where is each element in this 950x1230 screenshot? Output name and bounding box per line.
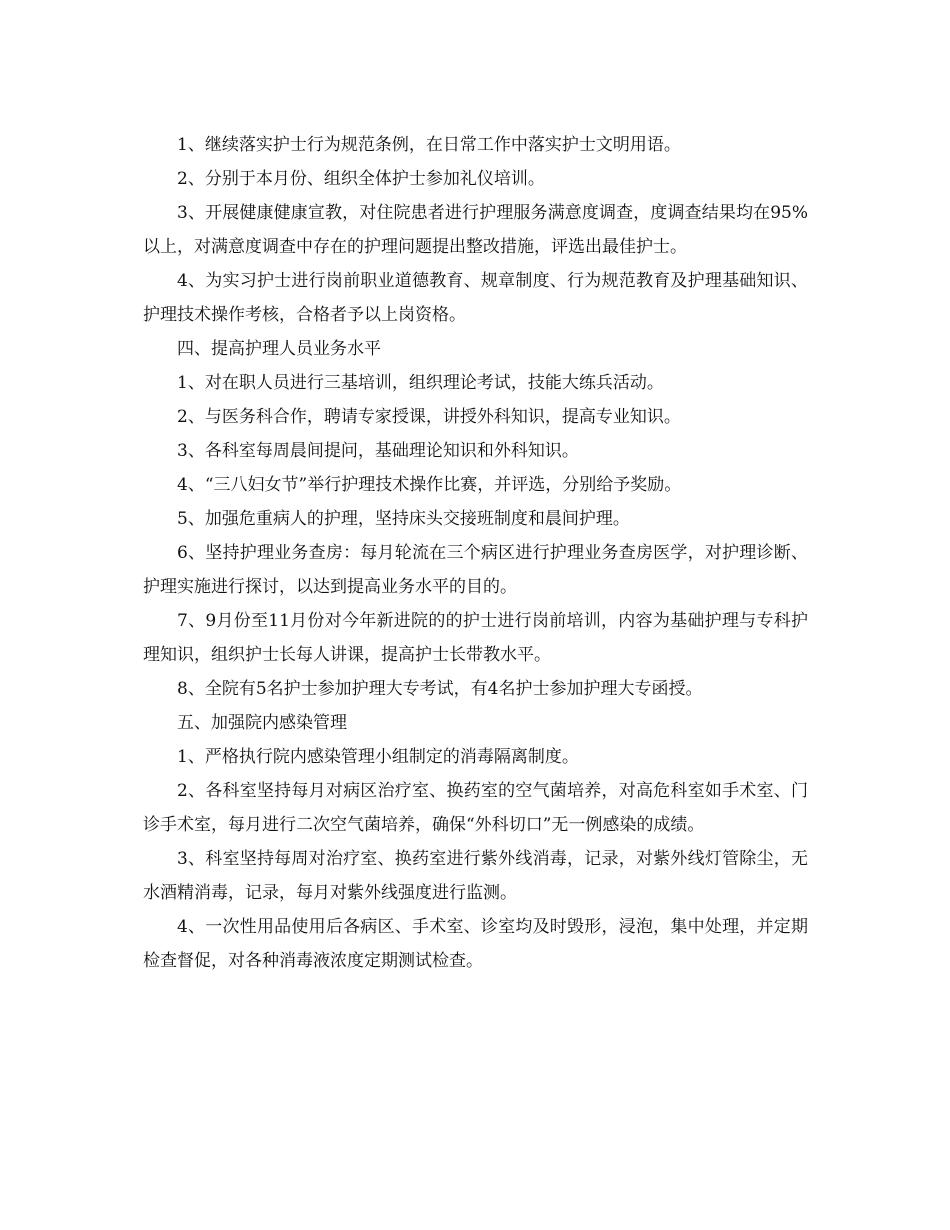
paragraph: 1、严格执行院内感染管理小组制定的消毒隔离制度。: [177, 747, 579, 767]
paragraph: 1、继续落实护士行为规范条例，在日常工作中落实护士文明用语。: [177, 135, 681, 155]
paragraph: 5、加强危重病人的护理，坚持床头交接班制度和晨间护理。: [177, 509, 630, 529]
paragraph: 4、“三八妇女节”举行护理技术操作比赛，并评选，分别给予奖励。: [177, 475, 682, 495]
paragraph: 2、分别于本月份、组织全体护士参加礼仪培训。: [177, 169, 545, 189]
paragraph: 6、坚持护理业务查房：每月轮流在三个病区进行护理业务查房医学，对护理诊断、护理实施进行探讨，以达到提高业务水平的目的。: [143, 543, 808, 597]
paragraph: 3、开展健康健康宣教，对住院患者进行护理服务满意度调查，度调查结果均在95%以上，对满意度调查中存在的护理问题提出整改措施，评选出最佳护士。: [143, 203, 808, 257]
section-heading: 五、加强院内感染管理: [177, 713, 347, 733]
paragraph: 8、全院有5名护士参加护理大专考试，有4名护士参加护理大专函授。: [177, 679, 703, 699]
paragraph: 4、一次性用品使用后各病区、手术室、诊室均及时毁形，浸泡，集中处理，并定期检查督促，对各种消毒液浓度定期测试检查。: [143, 917, 808, 971]
paragraph: 1、对在职人员进行三基培训，组织理论考试，技能大练兵活动。: [177, 373, 664, 393]
paragraph: 3、各科室每周晨间提问，基础理论知识和外科知识。: [177, 441, 579, 461]
paragraph: 3、科室坚持每周对治疗室、换药室进行紫外线消毒，记录，对紫外线灯管除尘，无水酒精消毒，记录，每月对紫外线强度进行监测。: [143, 849, 808, 903]
paragraph: 2、与医务科合作，聘请专家授课，讲授外科知识，提高专业知识。: [177, 407, 681, 427]
paragraph: 2、各科室坚持每月对病区治疗室、换药室的空气菌培养，对高危科室如手术室、门诊手术室，每月进行二次空气菌培养，确保“外科切口”无一例感染的成绩。: [143, 781, 808, 835]
document-body: [143, 128, 808, 978]
paragraph: 4、为实习护士进行岗前职业道德教育、规章制度、行为规范教育及护理基础知识、护理技术操作考核，合格者予以上岗资格。: [143, 271, 808, 325]
paragraph: 7、9月份至11月份对今年新进院的的护士进行岗前培训，内容为基础护理与专科护理知识，组织护士长每人讲课，提高护士长带教水平。: [143, 611, 808, 665]
section-heading: 四、提高护理人员业务水平: [177, 339, 381, 359]
